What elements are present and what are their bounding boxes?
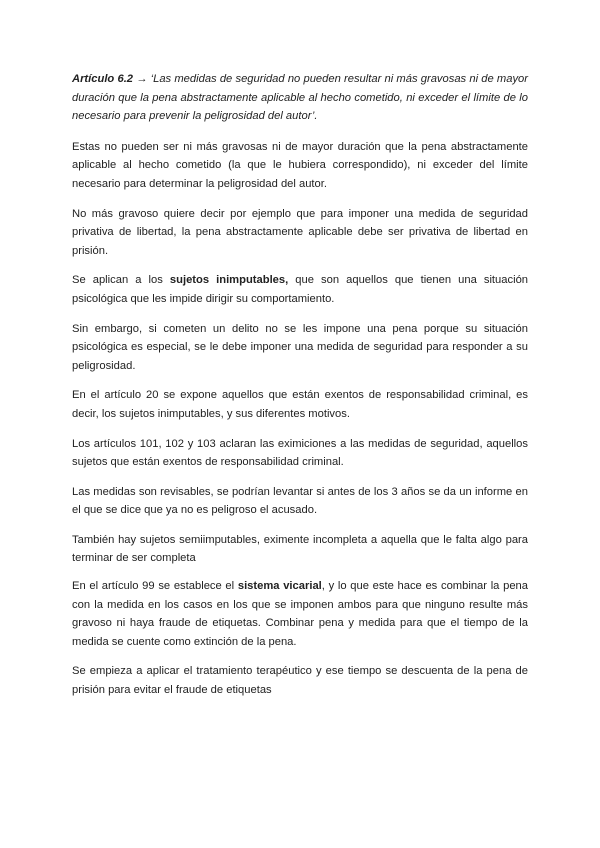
paragraph-3-bold: sujetos inimputables,: [169, 274, 289, 287]
paragraph-9-bold: sistema vicarial: [237, 580, 322, 593]
paragraph-5: En el artículo 20 se expone aquellos que están exentos de responsabilidad criminal, es decir, los sujetos inimputables, y sus diferentes motivos.: [72, 389, 528, 420]
paragraph-6: Los artículos 101, 102 y 103 aclaran las eximiciones a las medidas de seguridad, aquellos sujetos que están exentos de responsabilidad criminal.: [72, 437, 528, 469]
paragraph-2: No más gravoso quiere decir por ejemplo que para imponer una medida de seguridad privativa de libertad, la pena abstractamente aplicable debe ser privativa de libertad en prisión.: [72, 207, 528, 257]
paragraph-8: También hay sujetos semiimputables, eximente incompleta a aquella que le falta algo para terminar de ser completa: [72, 533, 528, 565]
paragraph-9-after: , y lo que este hace es combinar la pena con la medida en los casos en los que se imponen ambos para que ninguno resulte más gravoso ni haya fraude de etiquetas. Combinar pena y medida para que el tiempo de la medida se cuente como extinción de la pena.: [72, 580, 528, 648]
paragraph-3-before: Se aplican a los: [72, 274, 170, 287]
document-body: [72, 70, 528, 711]
article-heading-paragraph: [72, 70, 528, 126]
paragraph-4: Sin embargo, si cometen un delito no se les impone una pena porque su situación psicológica es especial, se le debe imponer una medida de seguridad para responder a su peligrosidad.: [72, 322, 528, 372]
paragraph-3: [72, 271, 528, 308]
paragraph-9: [72, 577, 528, 651]
article-quote: ‘Las medidas de seguridad no pueden resultar ni más gravosas ni de mayor duración que la pena abstractamente aplicable al hecho cometido, ni exceder el límite de lo necesario para prevenir la peligrosidad del autor’.: [72, 73, 528, 123]
paragraph-9-before: En el artículo 99 se establece el: [72, 580, 238, 593]
paragraph-1: Estas no pueden ser ni más gravosas ni de mayor duración que la pena abstractamente aplicable al hecho cometido (la que le hubiera correspondido), ni exceder del límite necesario para determinar la peligrosidad del autor.: [72, 140, 528, 190]
article-label: Artículo 6.2 →: [72, 73, 148, 85]
paragraph-3-after: que son aquellos que tienen una situación psicológica que les impide dirigir su comportamiento.: [72, 274, 529, 305]
paragraph-7: Las medidas son revisables, se podrían levantar si antes de los 3 años se da un informe en el que se dice que ya no es peligroso el acusado.: [72, 485, 528, 517]
paragraph-10: Se empieza a aplicar el tratamiento terapéutico y ese tiempo se descuenta de la pena de prisión para evitar el fraude de etiquetas: [72, 665, 528, 697]
